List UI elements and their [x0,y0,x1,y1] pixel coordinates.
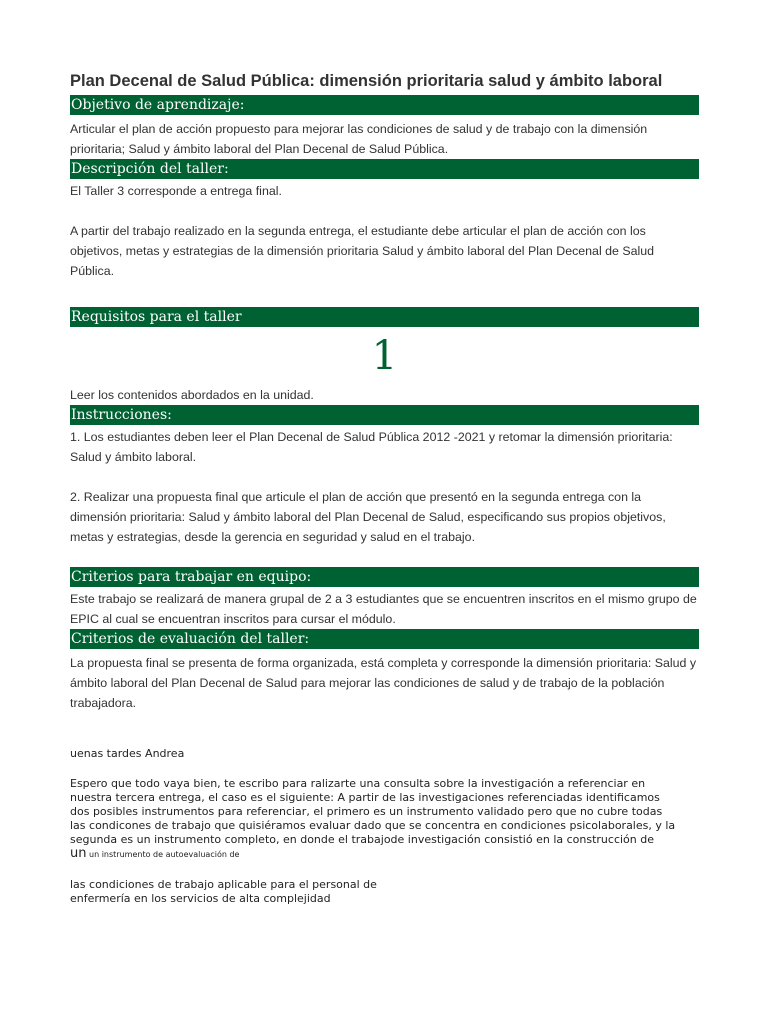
evaluacion-text: La propuesta final se presenta de forma organizada, está completa y corresponde la dimensión prioritaria: Salud y ámbito laboral del Plan Decenal de Salud para mejorar las condiciones de salud y de trabajo de la población trabajadora. [70,656,697,710]
spacer [70,201,699,221]
spacer [70,862,699,878]
section-header-objetivo: Objetivo de aprendizaje: [70,95,699,115]
email-line: las condicones de trabajo que quisiéramos evaluar dado que se concentra en condiciones psicolaborales, y la [70,819,676,832]
descripcion-p2: A partir del trabajo realizado en la segunda entrega, el estudiante debe articular el plan de acción con los objetivos, metas y estrategias de la dimensión prioritaria Salud y ámbito laboral del Plan Decenal de Salud Pública. [70,224,655,278]
document-page [70,70,699,906]
email-footer-2: enfermería en los servicios de alta complejidad [70,892,331,905]
email-last-big: un [70,846,87,861]
email-footer-1: las condiciones de trabajo aplicable para el personal de [70,878,377,891]
section-header-equipo: Criterios para trabajar en equipo: [70,567,699,587]
email-line: dos posibles instrumentos para referenciar, el primero es un instrumento validado pero que no cubre todas [70,805,663,818]
instrucciones-p2: 2. Realizar una propuesta final que articule el plan de acción que presentó en la segunda entrega con la dimensión prioritaria: Salud y ámbito laboral del Plan Decenal de Salud, especificando sus propios objetivos, metas y estrategias, desde la gerencia en seguridad y salud en el trabajo. [70,490,666,544]
equipo-text: Este trabajo se realizará de manera grupal de 2 a 3 estudiantes que se encuentren inscritos en el mismo grupo de EPIC al cual se encuentran inscritos para cursar el módulo. [70,592,697,626]
objetivo-text: Articular el plan de acción propuesto para mejorar las condiciones de salud y de trabajo con la dimensión prioritaria; Salud y ámbito laboral del Plan Decenal de Salud Pública. [70,122,648,156]
instrucciones-p1: 1. Los estudiantes deben leer el Plan Decenal de Salud Pública 2012 -2021 y retomar la dimensión prioritaria: Salud y ámbito laboral. [70,430,673,464]
email-line: segunda es un instrumento completo, en donde el trabajode investigación consistió en la construcción de [70,833,655,846]
email-line-last [70,847,699,862]
email-last-small: un instrumento de autoevaluación de [86,850,240,859]
spacer [70,761,699,777]
document-title: Plan Decenal de Salud Pública: dimensión prioritaria salud y ámbito laboral [70,72,663,90]
spacer [70,467,699,487]
spacer [70,281,699,301]
requisitos-number: 1 [371,333,398,379]
section-header-requisitos: Requisitos para el taller [70,307,699,327]
email-greeting: uenas tardes Andrea [70,747,185,760]
section-header-evaluacion: Criterios de evaluación del taller: [70,629,699,649]
section-header-descripcion: Descripción del taller: [70,159,699,179]
email-line: nuestra tercera entrega, el caso es el siguiente: A partir de las investigaciones referenciadas identificamos [70,791,660,804]
email-line: Espero que todo vaya bien, te escribo para ralizarte una consulta sobre la investigación a referenciar en [70,777,646,790]
section-header-instrucciones: Instrucciones: [70,405,699,425]
requisitos-text: Leer los contenidos abordados en la unidad. [70,388,314,402]
descripcion-p1: El Taller 3 corresponde a entrega final. [70,184,282,198]
email-block [70,747,699,906]
spacer [70,547,699,567]
